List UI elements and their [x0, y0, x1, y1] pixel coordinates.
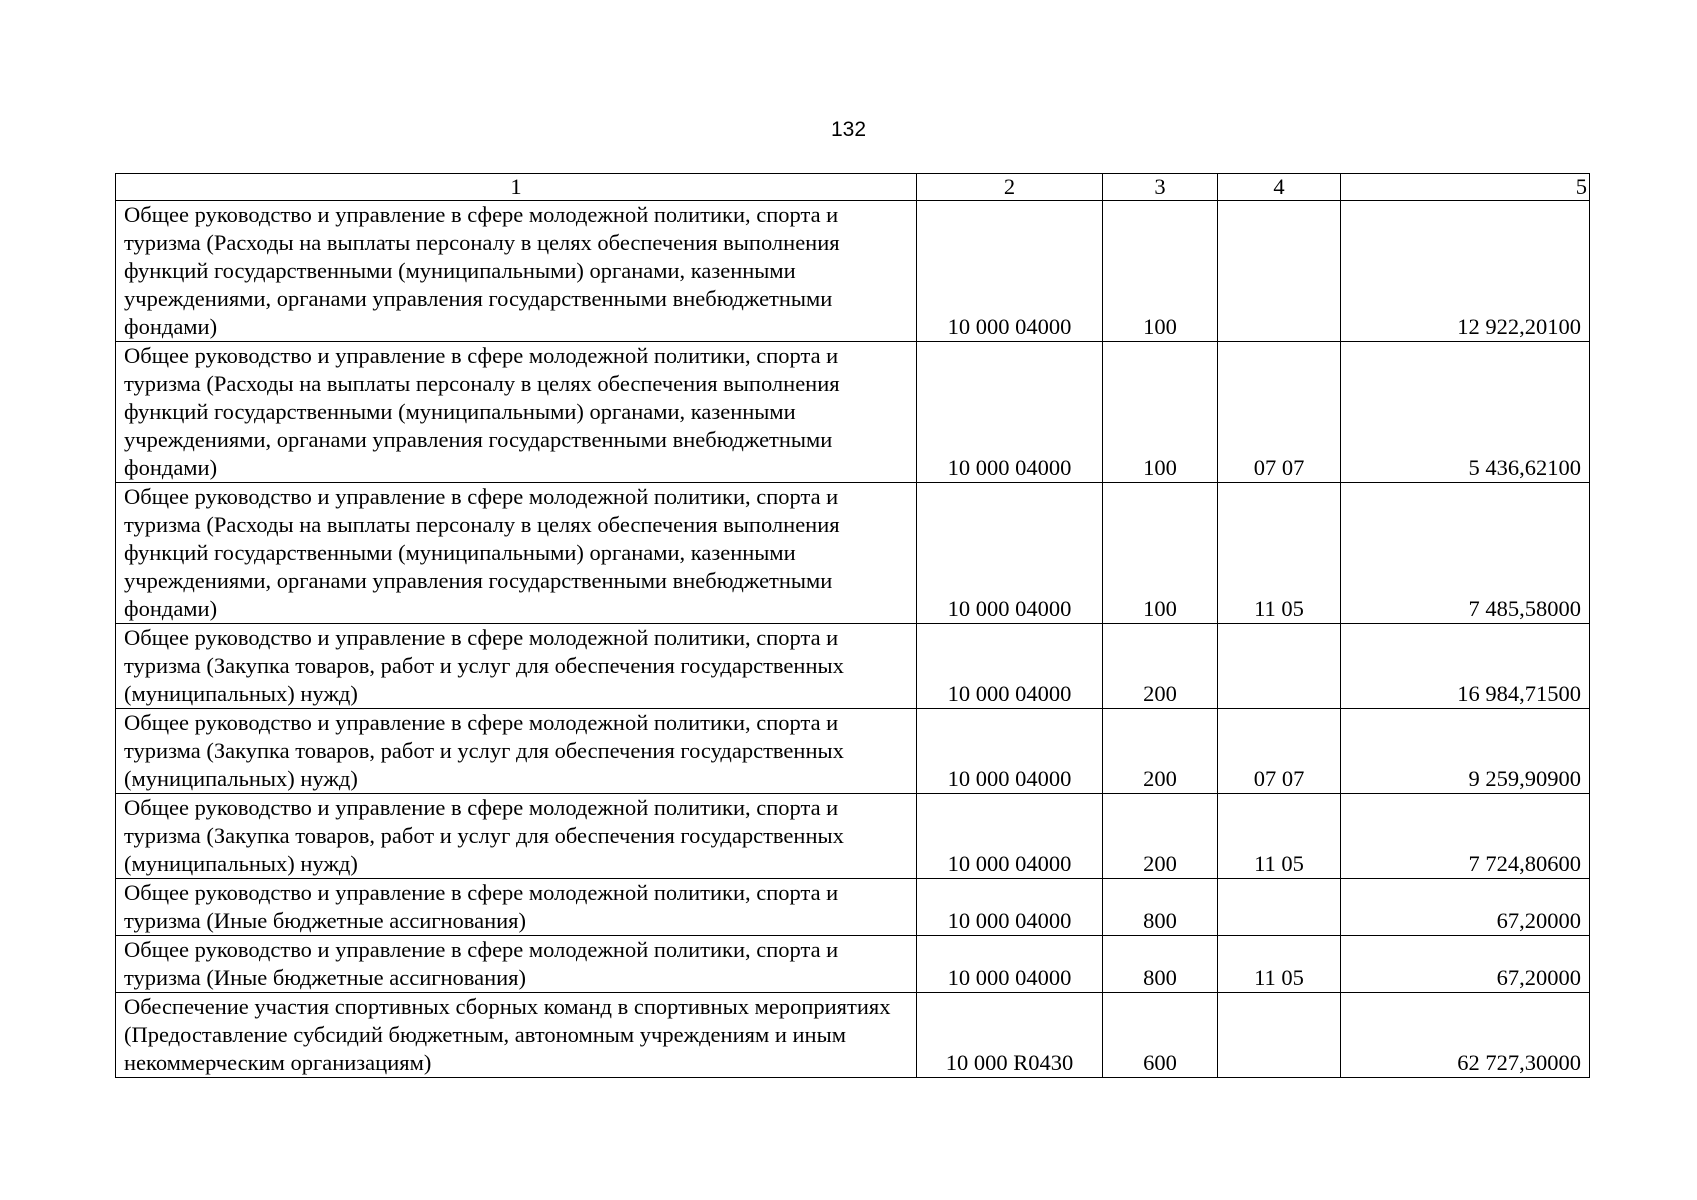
row-sum: 16 984,71500	[1341, 624, 1590, 709]
row-csr: 10 000 04000	[917, 342, 1103, 483]
row-csr: 10 000 04000	[917, 201, 1103, 342]
row-vr: 200	[1103, 794, 1218, 879]
header-col-5: 5	[1341, 174, 1590, 201]
row-rz: 07 07	[1218, 342, 1341, 483]
row-name: Общее руководство и управление в сфере молодежной политики, спорта и туризма (Закупка товаров, работ и услуг для обеспечения государственных (муниципальных) нужд)	[116, 794, 917, 879]
header-col-3: 3	[1103, 174, 1218, 201]
row-csr: 10 000 04000	[917, 879, 1103, 936]
row-rz	[1218, 201, 1341, 342]
row-sum: 5 436,62100	[1341, 342, 1590, 483]
row-sum: 12 922,20100	[1341, 201, 1590, 342]
row-name: Общее руководство и управление в сфере молодежной политики, спорта и туризма (Иные бюджетные ассигнования)	[116, 879, 917, 936]
budget-table	[115, 173, 1590, 1078]
row-name: Общее руководство и управление в сфере молодежной политики, спорта и туризма (Закупка товаров, работ и услуг для обеспечения государственных (муниципальных) нужд)	[116, 624, 917, 709]
row-csr: 10 000 04000	[917, 936, 1103, 993]
row-sum: 7 485,58000	[1341, 483, 1590, 624]
row-rz: 11 05	[1218, 483, 1341, 624]
row-vr: 200	[1103, 709, 1218, 794]
row-sum: 67,20000	[1341, 879, 1590, 936]
row-name: Общее руководство и управление в сфере молодежной политики, спорта и туризма (Расходы на выплаты персоналу в целях обеспечения выполнения функций государственными (муниципальными) органами, казенными учреждениями, органами управления государственными внебюджетными фондами)	[116, 201, 917, 342]
row-sum: 62 727,30000	[1341, 993, 1590, 1078]
row-sum: 9 259,90900	[1341, 709, 1590, 794]
row-sum: 7 724,80600	[1341, 794, 1590, 879]
table-row	[116, 483, 1590, 624]
row-vr: 100	[1103, 201, 1218, 342]
table-row	[116, 709, 1590, 794]
header-col-4: 4	[1218, 174, 1341, 201]
row-csr: 10 000 04000	[917, 483, 1103, 624]
row-vr: 200	[1103, 624, 1218, 709]
row-name: Общее руководство и управление в сфере молодежной политики, спорта и туризма (Расходы на выплаты персоналу в целях обеспечения выполнения функций государственными (муниципальными) органами, казенными учреждениями, органами управления государственными внебюджетными фондами)	[116, 342, 917, 483]
table-row	[116, 879, 1590, 936]
row-rz	[1218, 624, 1341, 709]
table-row	[116, 201, 1590, 342]
row-sum: 67,20000	[1341, 936, 1590, 993]
table-row	[116, 624, 1590, 709]
row-rz: 11 05	[1218, 936, 1341, 993]
row-vr: 100	[1103, 342, 1218, 483]
row-rz	[1218, 993, 1341, 1078]
row-vr: 800	[1103, 879, 1218, 936]
row-name: Общее руководство и управление в сфере молодежной политики, спорта и туризма (Расходы на выплаты персоналу в целях обеспечения выполнения функций государственными (муниципальными) органами, казенными учреждениями, органами управления государственными внебюджетными фондами)	[116, 483, 917, 624]
row-csr: 10 000 04000	[917, 624, 1103, 709]
table-header-row	[116, 174, 1590, 201]
page-number: 132	[830, 118, 867, 141]
header-col-1: 1	[116, 174, 917, 201]
row-vr: 100	[1103, 483, 1218, 624]
table-row	[116, 936, 1590, 993]
row-rz	[1218, 879, 1341, 936]
row-name: Общее руководство и управление в сфере молодежной политики, спорта и туризма (Закупка товаров, работ и услуг для обеспечения государственных (муниципальных) нужд)	[116, 709, 917, 794]
row-rz: 11 05	[1218, 794, 1341, 879]
table-row	[116, 794, 1590, 879]
row-name: Общее руководство и управление в сфере молодежной политики, спорта и туризма (Иные бюджетные ассигнования)	[116, 936, 917, 993]
row-csr: 10 000 04000	[917, 794, 1103, 879]
row-vr: 600	[1103, 993, 1218, 1078]
row-rz: 07 07	[1218, 709, 1341, 794]
table-row	[116, 342, 1590, 483]
row-name: Обеспечение участия спортивных сборных команд в спортивных мероприятиях (Предоставление субсидий бюджетным, автономным учреждениям и иным некоммерческим организациям)	[116, 993, 917, 1078]
row-vr: 800	[1103, 936, 1218, 993]
table-row	[116, 993, 1590, 1078]
row-csr: 10 000 04000	[917, 709, 1103, 794]
header-col-2: 2	[917, 174, 1103, 201]
row-csr: 10 000 R0430	[917, 993, 1103, 1078]
